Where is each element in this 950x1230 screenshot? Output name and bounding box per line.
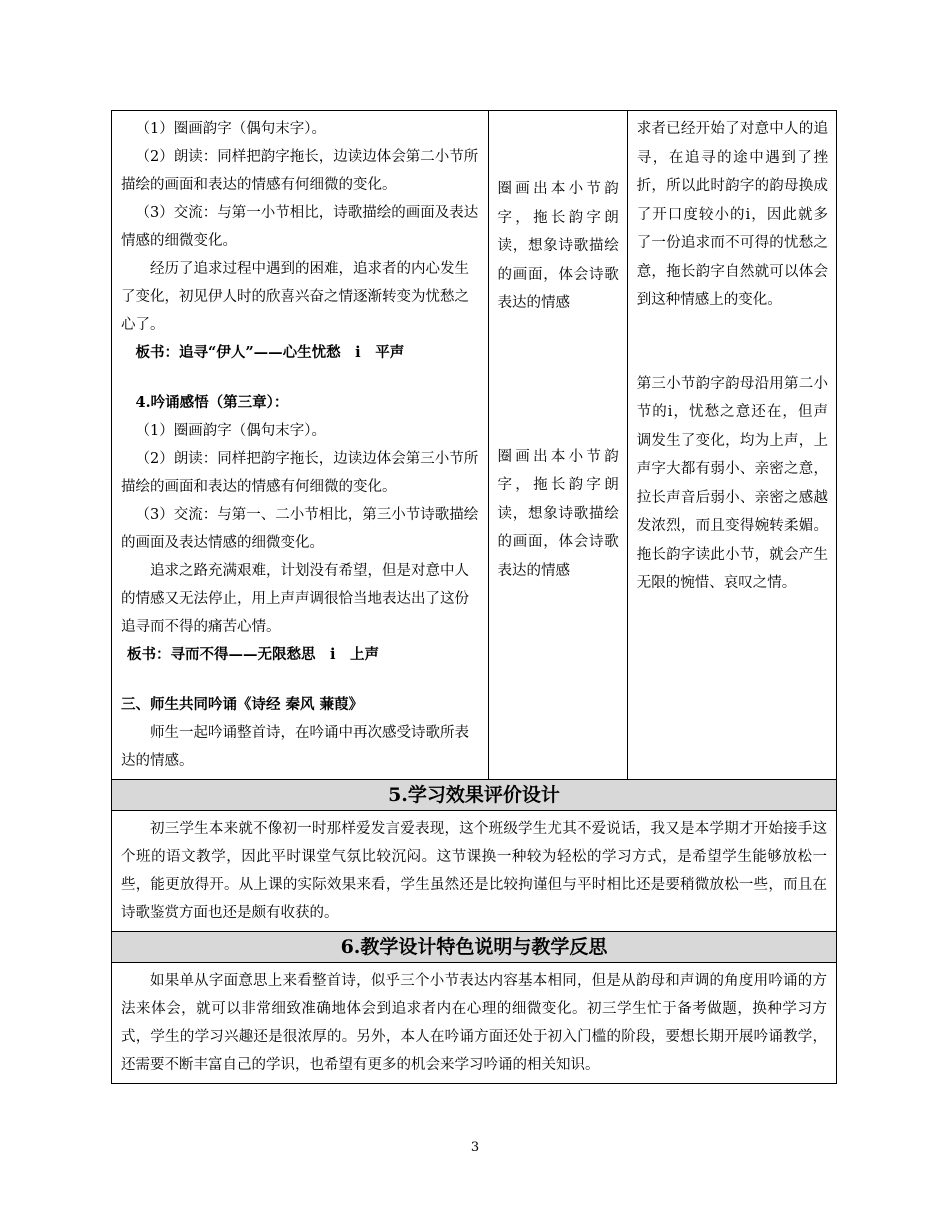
section-body	[112, 811, 837, 932]
step-text: （1）圈画韵字（偶句末字）。	[135, 121, 326, 137]
lesson-plan-table	[111, 110, 837, 1084]
page-number: 3	[470, 1140, 480, 1155]
step-text: （2）朗读：同样把韵字拖长，边读边体会第三小节所描绘的画面和表达的情感有何细微的变化。	[121, 451, 479, 495]
table-row	[112, 111, 837, 780]
section-body	[112, 963, 837, 1084]
section-title: 5.学习效果评价设计	[112, 780, 837, 811]
section-heading: 4.吟诵感悟（第三章）：	[135, 394, 289, 411]
student-activity-text: 圈画出本小节韵字，拖长韵字朗读，想象诗歌描绘的画面，体会诗歌表达的情感	[497, 448, 619, 579]
activity-cell	[112, 111, 489, 780]
table-row	[112, 811, 837, 932]
step-text: 追求之路充满艰难，计划没有希望，但是对意中人的情感又无法停止，用上声声调很恰当地表达出了这份追寻而不得的痛苦心情。	[121, 563, 469, 635]
evaluation-text: 初三学生本来就不像初一时那样爱发言爱表现，这个班级学生尤其不爱说话，我又是本学期才开始接手这个班的语文教学，因此平时课堂气氛比较沉闷。这节课换一种较为轻松的学习方式，是希望学生能够放松一些，能更放得开。从上课的实际效果来看，学生虽然还是比较拘谨但与平时相比还是要稍微放松一些，而且在诗歌鉴赏方面也还是颇有收获的。	[121, 821, 827, 921]
step-text: （3）交流：与第一小节相比，诗歌描绘的画面及表达情感的细微变化。	[121, 205, 479, 249]
table-row	[112, 963, 837, 1084]
design-intent-text: 求者已经开始了对意中人的追寻，在追寻的途中遇到了挫折，所以此时韵字的韵母换成了开口度较小的i，因此就多了一份追求而不可得的忧愁之意，拖长韵字自然就可以体会到这种情感上的变化。	[636, 121, 828, 308]
step-text: （3）交流：与第一、二小节相比，第三小节诗歌描绘的画面及表达情感的细微变化。	[121, 507, 479, 551]
blackboard-note: 板书：追寻“伊人”——心生忧愁 i 平声	[135, 344, 405, 361]
blackboard-note: 板书：寻而不得——无限愁思 i 上声	[127, 646, 380, 663]
section-heading: 三、师生共同吟诵《诗经 秦风 蒹葭》	[121, 696, 364, 713]
reflection-text: 如果单从字面意思上来看整首诗，似乎三个小节表达内容基本相同，但是从韵母和声调的角度用吟诵的方法来体会，就可以非常细致准确地体会到追求者内在心理的细微变化。初三学生忙于备考做题，换种学习方式，学生的学习兴趣还是很浓厚的。另外，本人在吟诵方面还处于初入门槛的阶段，要想长期开展吟诵教学，还需要不断丰富自己的学识，也希望有更多的机会来学习吟诵的相关知识。	[121, 973, 827, 1073]
step-text: （2）朗读：同样把韵字拖长，边读边体会第二小节所描绘的画面和表达的情感有何细微的变化。	[121, 149, 479, 193]
table-row	[112, 932, 837, 963]
step-text: 经历了追求过程中遇到的困难，追求者的内心发生了变化，初见伊人时的欣喜兴奋之情逐渐转变为忧愁之心了。	[121, 261, 469, 333]
student-activity-text: 圈画出本小节韵字，拖长韵字朗读，想象诗歌描绘的画面，体会诗歌表达的情感	[497, 181, 619, 311]
section-title: 6.教学设计特色说明与教学反思	[112, 932, 837, 963]
design-intent-text: 第三小节韵字韵母沿用第二小节的i，忧愁之意还在，但声调发生了变化，均为上声，上声字大都有弱小、亲密之意，拉长声音后弱小、亲密之感越发浓烈，而且变得婉转柔媚。拖长韵字读此小节，就会产生无限的惋惜、哀叹之情。	[636, 375, 828, 591]
step-text: 师生一起吟诵整首诗，在吟诵中再次感受诗歌所表达的情感。	[121, 725, 469, 769]
student-activity-cell	[488, 111, 627, 780]
design-intent-cell	[627, 111, 836, 780]
step-text: （1）圈画韵字（偶句末字）。	[135, 423, 326, 439]
table-row	[112, 780, 837, 811]
